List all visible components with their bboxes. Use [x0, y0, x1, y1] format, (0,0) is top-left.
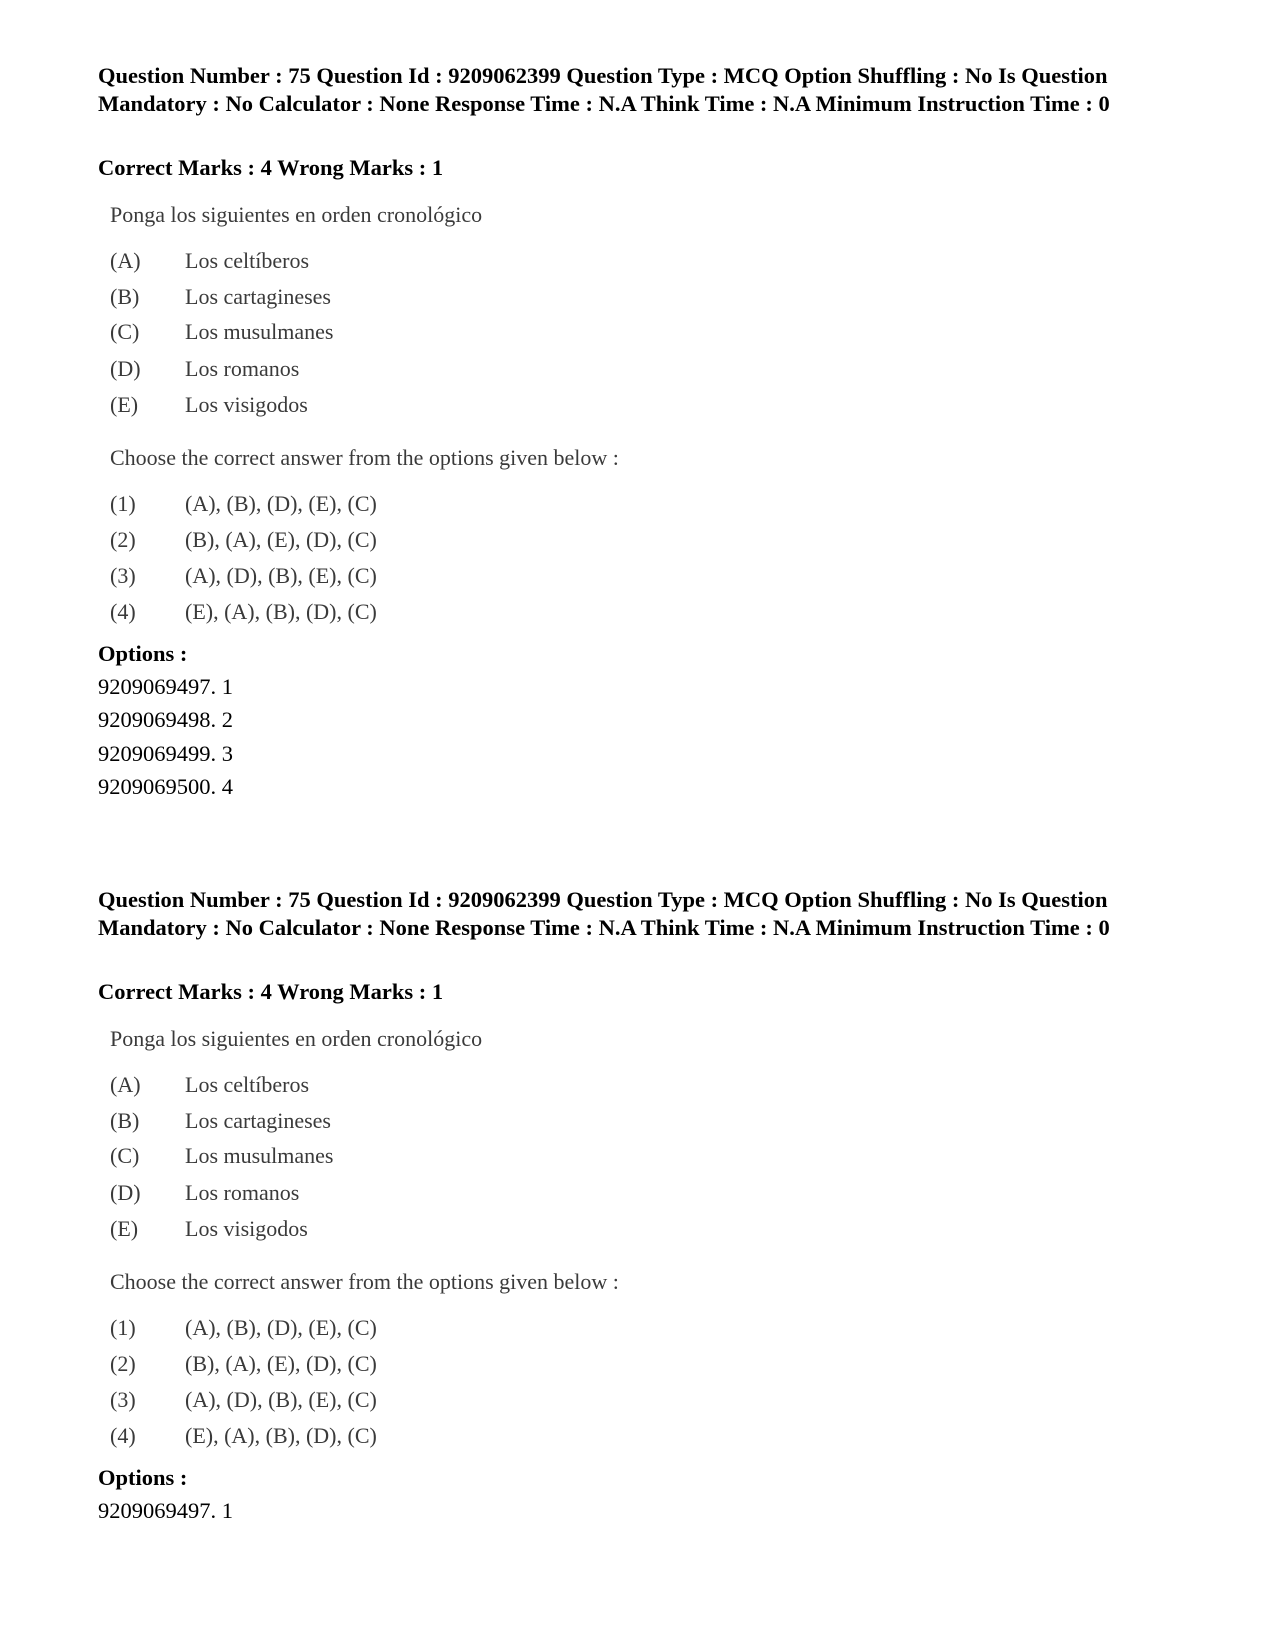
answer-label: (1) — [110, 1315, 136, 1340]
item-text: Los romanos — [185, 356, 300, 381]
item-label: (A) — [110, 1072, 141, 1097]
question-stem: Ponga los siguientes en orden cronológico — [110, 1026, 483, 1051]
choose-instruction: Choose the correct answer from the options given below : — [110, 1269, 619, 1294]
item-text: Los cartagineses — [185, 1108, 331, 1133]
answer-text: (B), (A), (E), (D), (C) — [185, 1351, 377, 1376]
item-label: (A) — [110, 248, 141, 273]
question-meta: Question Number : 75 Question Id : 9209062399 Question Type : MCQ Option Shuffling : No Is Question Mandatory : No Calculator : None Response Time : N.A Think Time : N.A Minimum Instruction Time : 0 — [98, 63, 1110, 116]
option-line: 9209069499. 3 — [98, 741, 233, 766]
item-label: (E) — [110, 392, 139, 417]
answer-text: (E), (A), (B), (D), (C) — [185, 1423, 377, 1448]
item-text: Los visigodos — [185, 392, 308, 417]
answer-text: (B), (A), (E), (D), (C) — [185, 527, 377, 552]
item-text: Los celtíberos — [185, 1072, 310, 1097]
item-text: Los celtíberos — [185, 248, 310, 273]
option-line: 9209069498. 2 — [98, 707, 233, 732]
answer-label: (4) — [110, 599, 136, 624]
item-text: Los musulmanes — [185, 319, 334, 344]
item-label: (B) — [110, 284, 140, 309]
item-label: (C) — [110, 1143, 140, 1168]
answer-text: (A), (B), (D), (E), (C) — [185, 1315, 377, 1340]
choose-instruction: Choose the correct answer from the options given below : — [110, 445, 619, 470]
question-meta: Question Number : 75 Question Id : 9209062399 Question Type : MCQ Option Shuffling : No Is Question Mandatory : No Calculator : None Response Time : N.A Think Time : N.A Minimum Instruction Time : 0 — [98, 887, 1110, 940]
item-label: (B) — [110, 1108, 140, 1133]
question-marks: Correct Marks : 4 Wrong Marks : 1 — [98, 979, 444, 1004]
item-label: (C) — [110, 319, 140, 344]
question-marks: Correct Marks : 4 Wrong Marks : 1 — [98, 155, 444, 180]
option-line: 9209069500. 4 — [98, 774, 233, 799]
answer-label: (3) — [110, 563, 136, 588]
option-line: 9209069497. 1 — [98, 674, 233, 699]
answer-text: (A), (D), (B), (E), (C) — [185, 563, 377, 588]
answer-text: (A), (B), (D), (E), (C) — [185, 491, 377, 516]
item-text: Los cartagineses — [185, 284, 331, 309]
item-label: (E) — [110, 1216, 139, 1241]
answer-label: (2) — [110, 1351, 136, 1376]
options-heading: Options : — [98, 641, 188, 666]
answer-label: (3) — [110, 1387, 136, 1412]
item-label: (D) — [110, 356, 141, 381]
options-heading: Options : — [98, 1465, 188, 1490]
answer-text: (E), (A), (B), (D), (C) — [185, 599, 377, 624]
item-text: Los visigodos — [185, 1216, 308, 1241]
answer-label: (4) — [110, 1423, 136, 1448]
answer-label: (1) — [110, 491, 136, 516]
answer-label: (2) — [110, 527, 136, 552]
answer-text: (A), (D), (B), (E), (C) — [185, 1387, 377, 1412]
item-label: (D) — [110, 1180, 141, 1205]
item-text: Los romanos — [185, 1180, 300, 1205]
option-line: 9209069497. 1 — [98, 1498, 233, 1523]
question-stem: Ponga los siguientes en orden cronológico — [110, 202, 483, 227]
item-text: Los musulmanes — [185, 1143, 334, 1168]
